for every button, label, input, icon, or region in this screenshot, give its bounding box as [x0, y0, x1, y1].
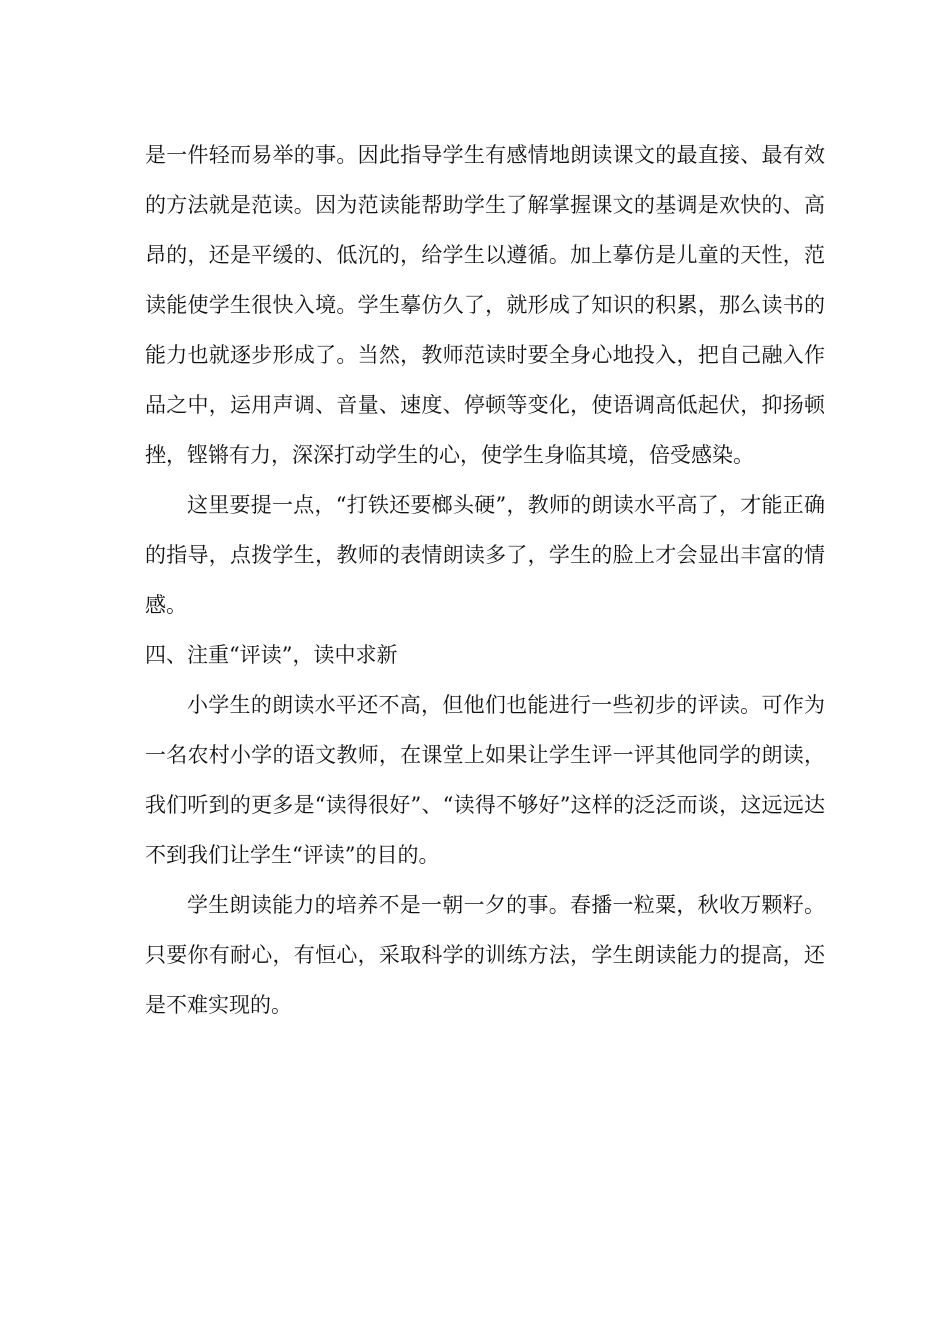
paragraph-continuation: 是一件轻而易举的事。因此指导学生有感情地朗读课文的最直接、最有效的方法就是范读。因为范读能帮助学生了解掌握课文的基调是欢快的、高昂的，还是平缓的、低沉的，给学生以遵循。加上摹仿是儿童的天性，范读能使学生很快入境。学生摹仿久了，就形成了知识的积累，那么读书的能力也就逐步形成了。当然，教师范读时要全身心地投入，把自己融入作品之中，运用声调、音量、速度、停顿等变化，使语调高低起伏，抑扬顿挫，铿锵有力，深深打动学生的心，使学生身临其境，倍受感染。 [145, 143, 825, 467]
document-page [145, 130, 825, 1030]
paragraph-conclusion: 学生朗读能力的培养不是一朝一夕的事。春播一粒粟，秋收万颗籽。只要你有耐心，有恒心，采取科学的训练方法，学生朗读能力的提高，还是不难实现的。 [145, 893, 825, 1017]
section-heading-four: 四、注重“评读”，读中求新 [145, 643, 398, 667]
paragraph-teacher-skill: 这里要提一点，“打铁还要榔头硬”，教师的朗读水平高了，才能正确的指导，点拨学生，教师的表情朗读多了，学生的脸上才会显出丰富的情感。 [145, 493, 825, 617]
paragraph-evaluation: 小学生的朗读水平还不高，但他们也能进行一些初步的评读。可作为一名农村小学的语文教师，在课堂上如果让学生评一评其他同学的朗读，我们听到的更多是“读得很好”、“读得不够好”这样的泛泛而谈，这远远达不到我们让学生“评读”的目的。 [145, 693, 825, 867]
